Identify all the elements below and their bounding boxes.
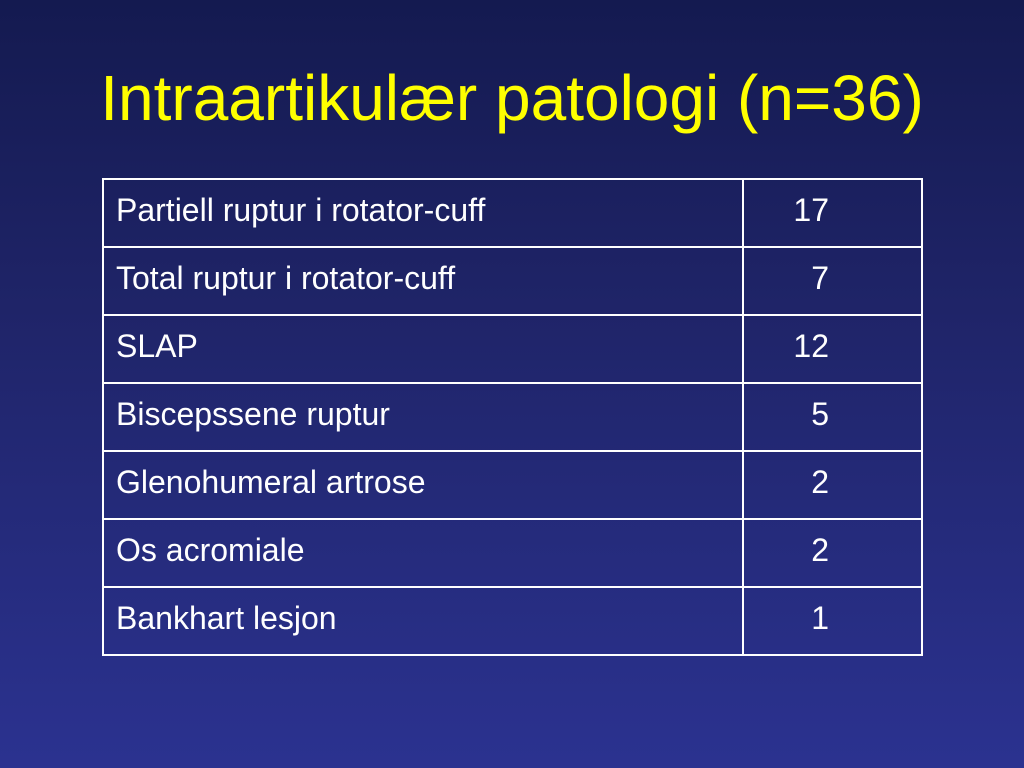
row-count: 2 (743, 451, 922, 519)
row-count: 7 (743, 247, 922, 315)
row-label: SLAP (103, 315, 743, 383)
row-count: 5 (743, 383, 922, 451)
row-count: 2 (743, 519, 922, 587)
row-label: Biscepssene ruptur (103, 383, 743, 451)
table-row (103, 179, 922, 247)
table-row (103, 315, 922, 383)
row-count: 17 (743, 179, 922, 247)
row-label: Os acromiale (103, 519, 743, 587)
row-label: Bankhart lesjon (103, 587, 743, 655)
table-row (103, 247, 922, 315)
row-label: Glenohumeral artrose (103, 451, 743, 519)
row-label: Partiell ruptur i rotator-cuff (103, 179, 743, 247)
row-count: 12 (743, 315, 922, 383)
row-count: 1 (743, 587, 922, 655)
table-row (103, 519, 922, 587)
table-row (103, 451, 922, 519)
slide-title: Intraartikulær patologi (n=36) (100, 62, 924, 134)
row-label: Total ruptur i rotator-cuff (103, 247, 743, 315)
pathology-table (102, 178, 923, 656)
table-row (103, 383, 922, 451)
table-row (103, 587, 922, 655)
